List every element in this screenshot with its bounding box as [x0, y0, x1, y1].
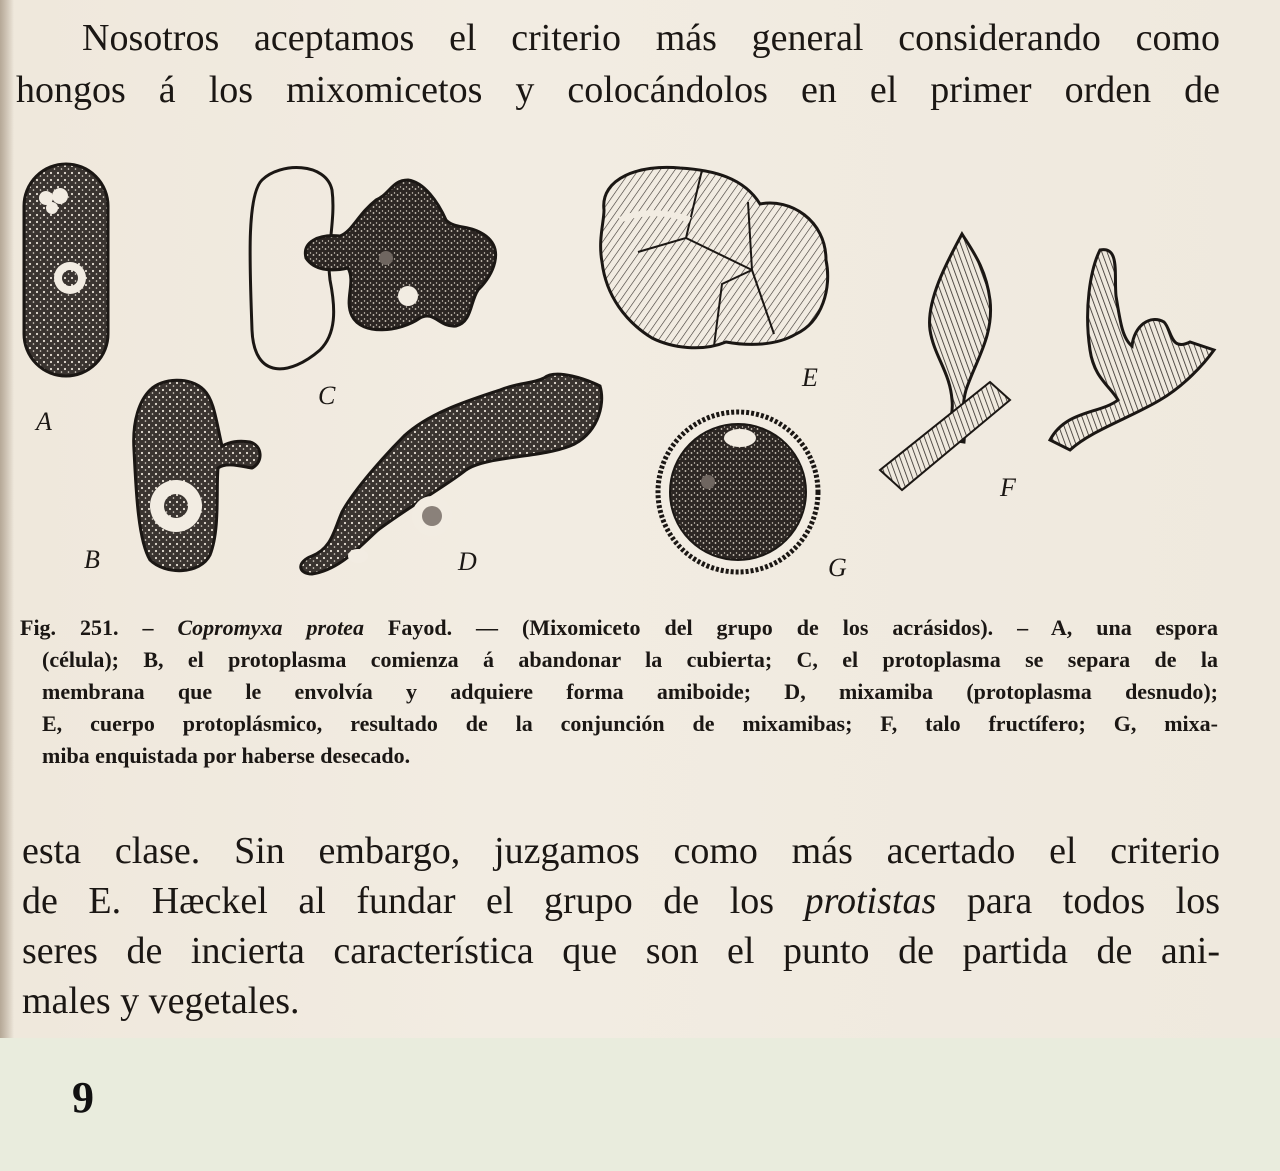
closing-line: males y vegetales. [22, 980, 300, 1022]
caption-line: E, cuerpo protoplásmico, resultado de la conjunción de mixamibas; F, talo fructífero; G, mixa- [42, 711, 1218, 736]
figure-label-g: G [828, 553, 847, 582]
plasmodium-e-drawing [601, 167, 828, 347]
protoplasm-c-drawing [250, 168, 496, 369]
fruiting-body-f-drawing [880, 234, 1214, 490]
figure-251-illustration [0, 150, 1280, 600]
page-number: 9 [72, 1073, 94, 1122]
caption-line: miba enquistada por haberse desecado. [42, 743, 411, 768]
intro-line: hongos á los mixomicetos y colocándolos en el primer orden de [16, 69, 1220, 111]
closing-line: esta clase. Sin embargo, juzgamos como más acertado el criterio [22, 830, 1220, 872]
caption-line: (célula); B, el protoplasma comienza á abandonar la cubierta; C, el protoplasma se separa de la [42, 647, 1218, 672]
figure-label-d: D [458, 547, 477, 576]
caption-line: Fig. 251. – Copromyxa protea Fayod. — (Mixomiceto del grupo de los acrásidos). – A, una espora [20, 615, 1218, 640]
figure-label-a: A [36, 407, 52, 436]
encysted-mixamiba-g-drawing [658, 412, 818, 572]
figure-label-f: F [1000, 473, 1016, 502]
figure-label-b: B [84, 545, 100, 574]
mixamiba-d-drawing [301, 374, 602, 574]
closing-line: seres de incierta característica que son el punto de partida de ani- [22, 930, 1220, 972]
figure-label-e: E [802, 363, 818, 392]
intro-line: Nosotros aceptamos el criterio más general considerando como [82, 17, 1220, 59]
spore-a-drawing [24, 164, 108, 376]
intro-paragraph [16, 12, 1220, 116]
figure-caption [20, 612, 1218, 772]
closing-paragraph [22, 826, 1220, 1026]
figure-label-c: C [318, 381, 336, 410]
caption-line: membrana que le envolvía y adquiere forma amiboide; D, mixamiba (protoplasma desnudo); [42, 679, 1218, 704]
closing-line: de E. Hæckel al fundar el grupo de los protistas para todos los [22, 880, 1221, 922]
protoplasm-b-drawing [134, 380, 260, 570]
